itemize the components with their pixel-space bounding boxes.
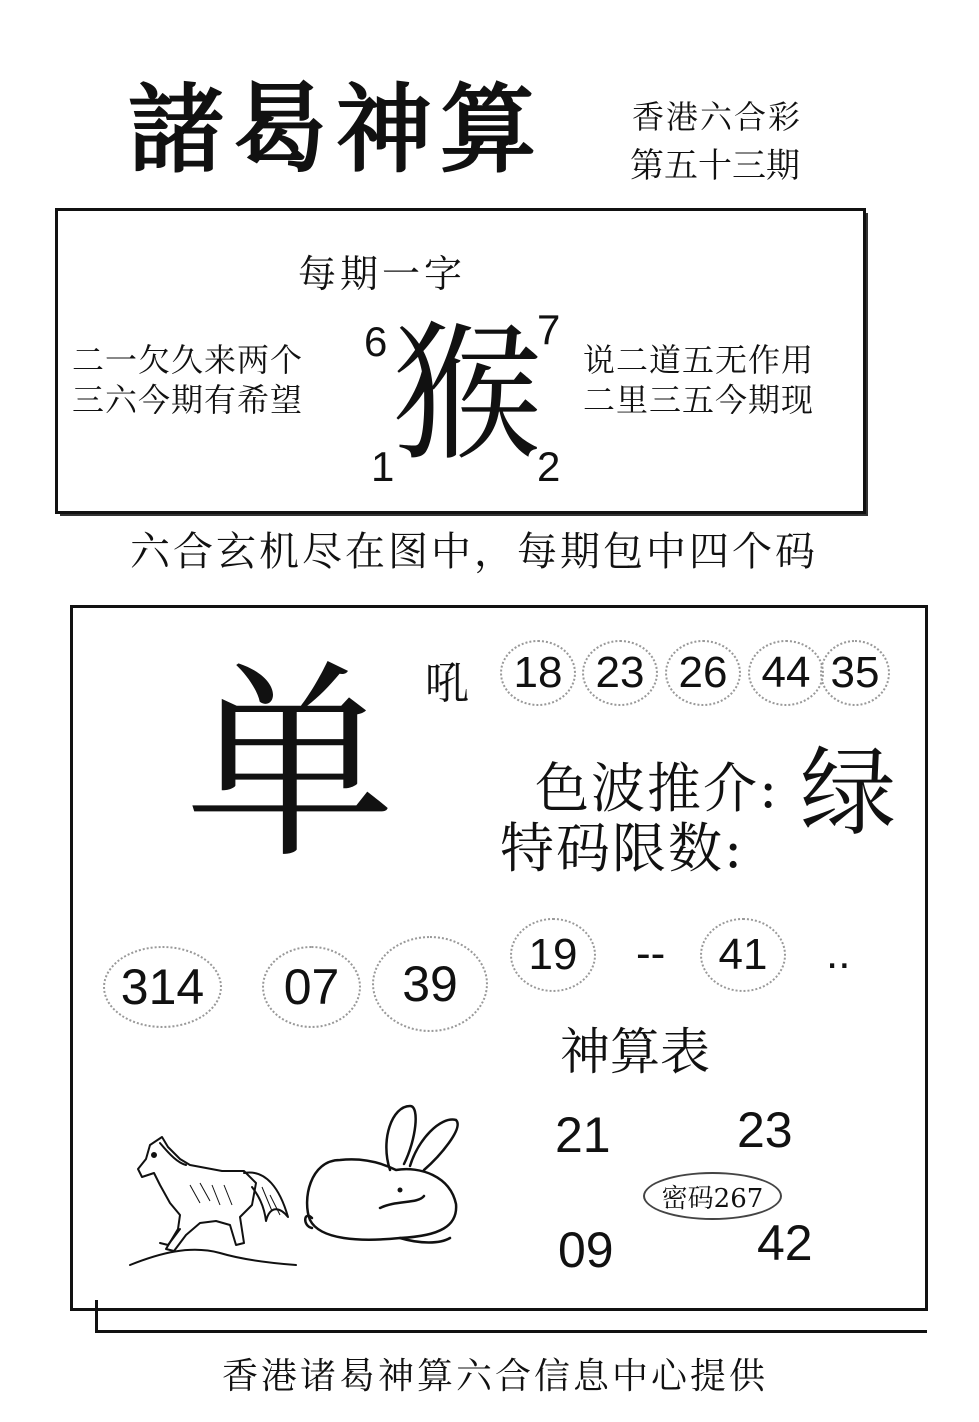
roar-number: 26: [665, 640, 741, 706]
poem-right-line-2: 二里三五今期现: [583, 381, 815, 419]
horse-illustration: [120, 1125, 300, 1275]
row-number: 314: [103, 946, 222, 1028]
roar-number: 35: [820, 640, 890, 706]
riddle-heading: 每期一字: [298, 252, 467, 296]
poem-left-line-1: 二一欠久来两个: [72, 341, 304, 379]
range-separator: --: [636, 929, 666, 978]
roar-label: 吼: [425, 658, 469, 709]
footer-credit: 香港诸曷神算六合信息中心提供: [222, 1356, 769, 1397]
table-number: 42: [757, 1215, 813, 1271]
riddle-poem-left: [72, 340, 303, 420]
corner-number-top-left: 6: [364, 318, 388, 365]
rabbit-illustration: [300, 1100, 470, 1270]
color-value: 绿: [800, 737, 896, 849]
roar-number: 18: [500, 640, 576, 706]
poem-right-line-1: 说二道五无作用: [583, 341, 815, 379]
prediction-box-edge: [95, 1300, 927, 1333]
issue-number: 第五十三期: [630, 146, 800, 186]
corner-number-bottom-left: 1: [371, 443, 395, 490]
corner-number-top-right: 7: [537, 306, 561, 353]
range-start-number: 19: [510, 918, 596, 992]
table-title: 神算表: [560, 1023, 710, 1081]
color-label: 色波推介:: [535, 757, 780, 820]
poem-left-line-2: 三六今期有希望: [72, 381, 304, 419]
range-end-number: 41: [700, 918, 786, 992]
riddle-character: 猴: [392, 308, 543, 482]
page-title: 諸曷神算: [128, 74, 544, 186]
roar-number: 44: [748, 640, 824, 706]
roar-number: 23: [582, 640, 658, 706]
range-trailing-dots: ..: [826, 929, 851, 978]
tagline: 六合玄机尽在图中，每期包中四个码: [130, 529, 818, 575]
lottery-name: 香港六合彩: [632, 98, 803, 136]
riddle-poem-right: [583, 340, 814, 420]
row-number: 39: [372, 936, 488, 1032]
parity-character: 单: [185, 642, 396, 887]
corner-number-bottom-right: 2: [537, 443, 561, 490]
table-number: 09: [558, 1222, 614, 1278]
limit-label: 特码限数:: [500, 817, 745, 880]
table-number: 21: [555, 1107, 611, 1163]
row-number: 07: [262, 946, 361, 1028]
secret-code-badge: 密码267: [643, 1172, 782, 1220]
table-number: 23: [737, 1102, 793, 1158]
